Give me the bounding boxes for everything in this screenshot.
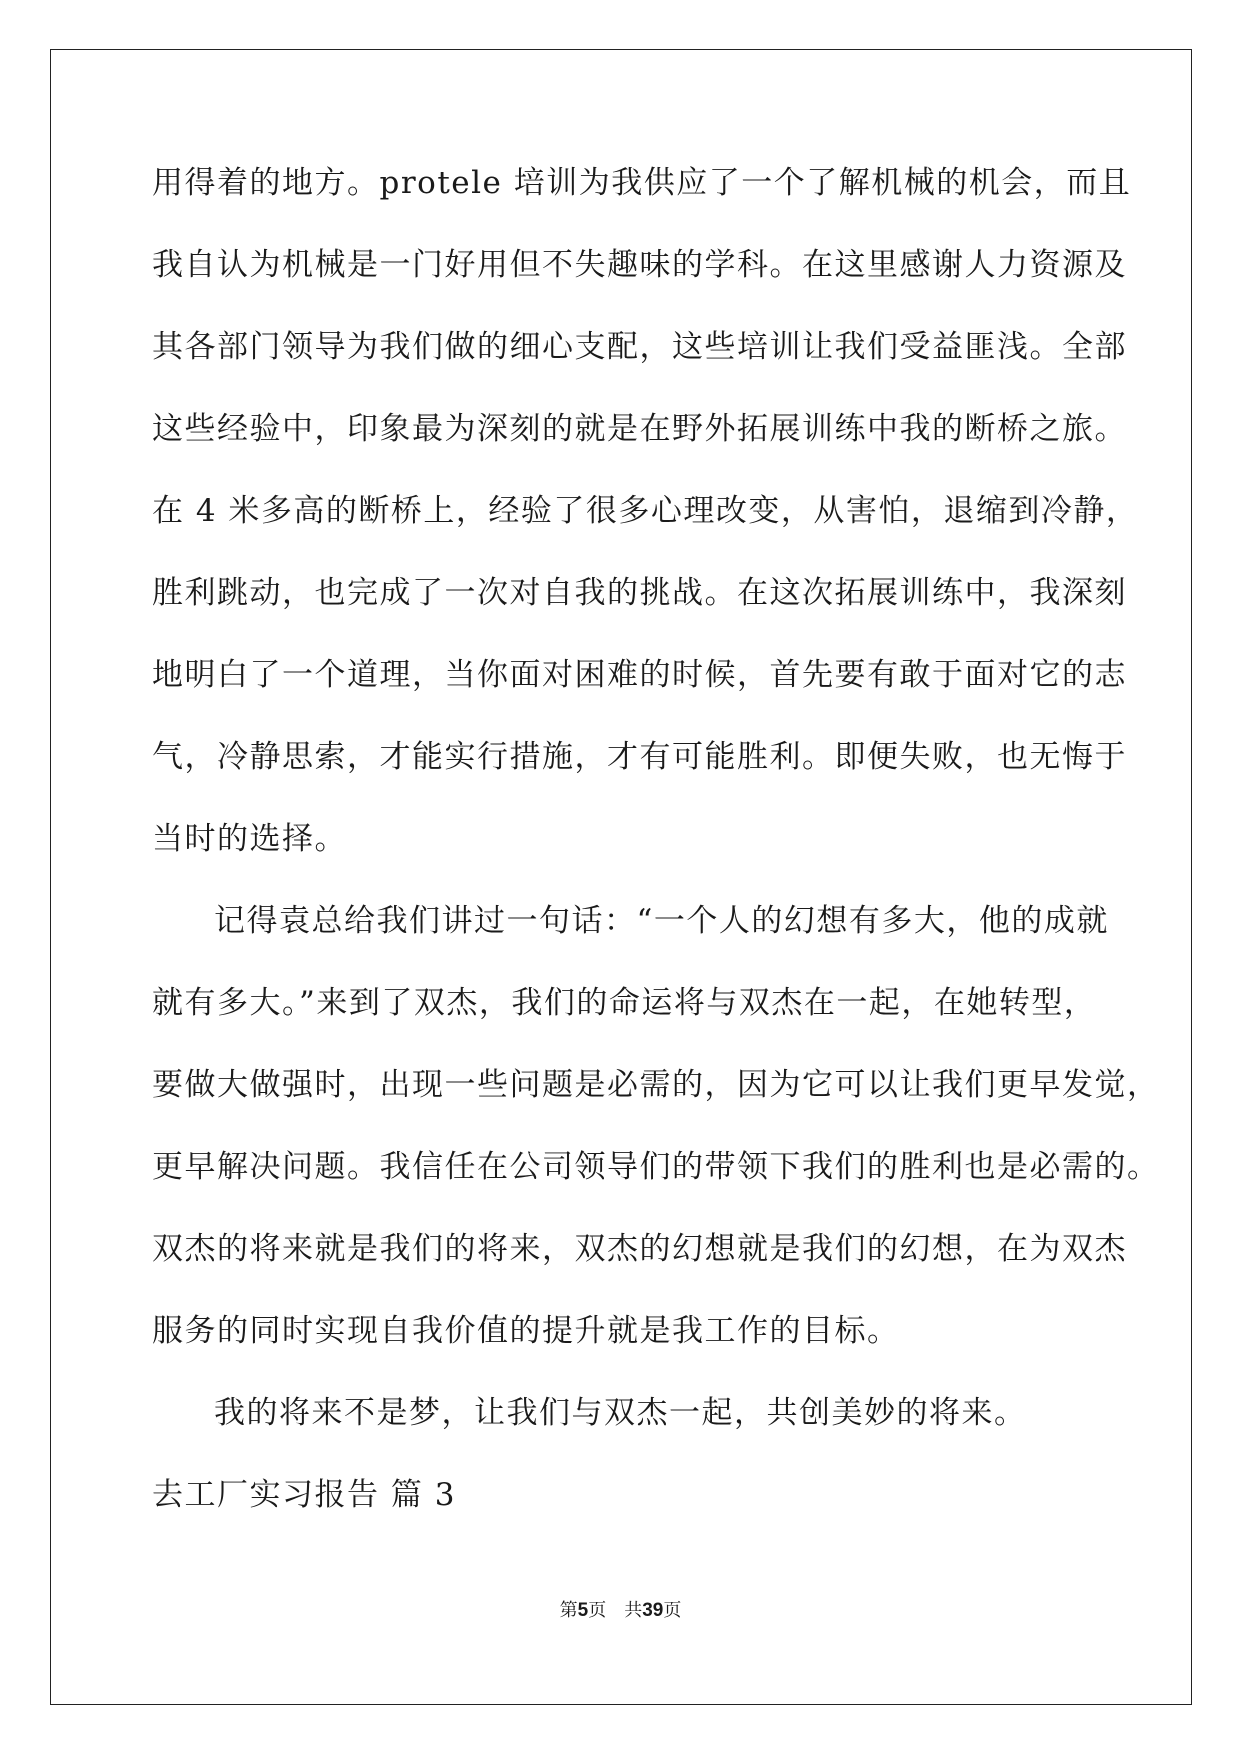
text-line: 我自认为机械是一门好用但不失趣味的学科。在这里感谢人力资源及	[152, 247, 1127, 283]
text-line: 用得着的地方。protele 培训为我供应了一个了解机械的机会，而且	[152, 165, 1132, 201]
text-line: 胜利跳动，也完成了一次对自我的挑战。在这次拓展训练中，我深刻	[152, 575, 1127, 611]
text-line: 这些经验中，印象最为深刻的就是在野外拓展训练中我的断桥之旅。	[152, 411, 1127, 447]
text-line: 服务的同时实现自我价值的提升就是我工作的目标。	[152, 1313, 900, 1349]
page-footer	[0, 1596, 1241, 1622]
section-heading: 去工厂实习报告 篇 3	[152, 1477, 456, 1513]
page-number: 5	[577, 1600, 589, 1621]
text-line: 当时的选择。	[152, 821, 347, 857]
paragraph-start-line: 记得袁总给我们讲过一句话：“一个人的幻想有多大，他的成就	[214, 903, 1109, 939]
total-suffix: 页	[663, 1600, 682, 1621]
paragraph-start-line: 我的将来不是梦，让我们与双杰一起，共创美妙的将来。	[214, 1395, 1027, 1431]
text-line: 就有多大。”来到了双杰，我们的命运将与双杰在一起，在她转型，	[152, 985, 1097, 1021]
page-prefix: 第	[559, 1600, 578, 1621]
text-line: 气，冷静思索，才能实行措施，才有可能胜利。即便失败，也无悔于	[152, 739, 1127, 775]
total-prefix: 共	[624, 1600, 643, 1621]
text-line: 其各部门领导为我们做的细心支配，这些培训让我们受益匪浅。全部	[152, 329, 1127, 365]
document-body	[152, 160, 1160, 1554]
text-line: 双杰的将来就是我们的将来，双杰的幻想就是我们的幻想，在为双杰	[152, 1231, 1127, 1267]
text-line: 在 4 米多高的断桥上，经验了很多心理改变，从害怕，退缩到冷静，	[152, 493, 1139, 529]
total-pages: 39	[642, 1600, 664, 1621]
text-line: 要做大做强时，出现一些问题是必需的，因为它可以让我们更早发觉，	[152, 1067, 1160, 1103]
page-suffix: 页	[588, 1600, 607, 1621]
text-line: 更早解决问题。我信任在公司领导们的带领下我们的胜利也是必需的。	[152, 1149, 1160, 1185]
text-line: 地明白了一个道理，当你面对困难的时候，首先要有敢于面对它的志	[152, 657, 1127, 693]
